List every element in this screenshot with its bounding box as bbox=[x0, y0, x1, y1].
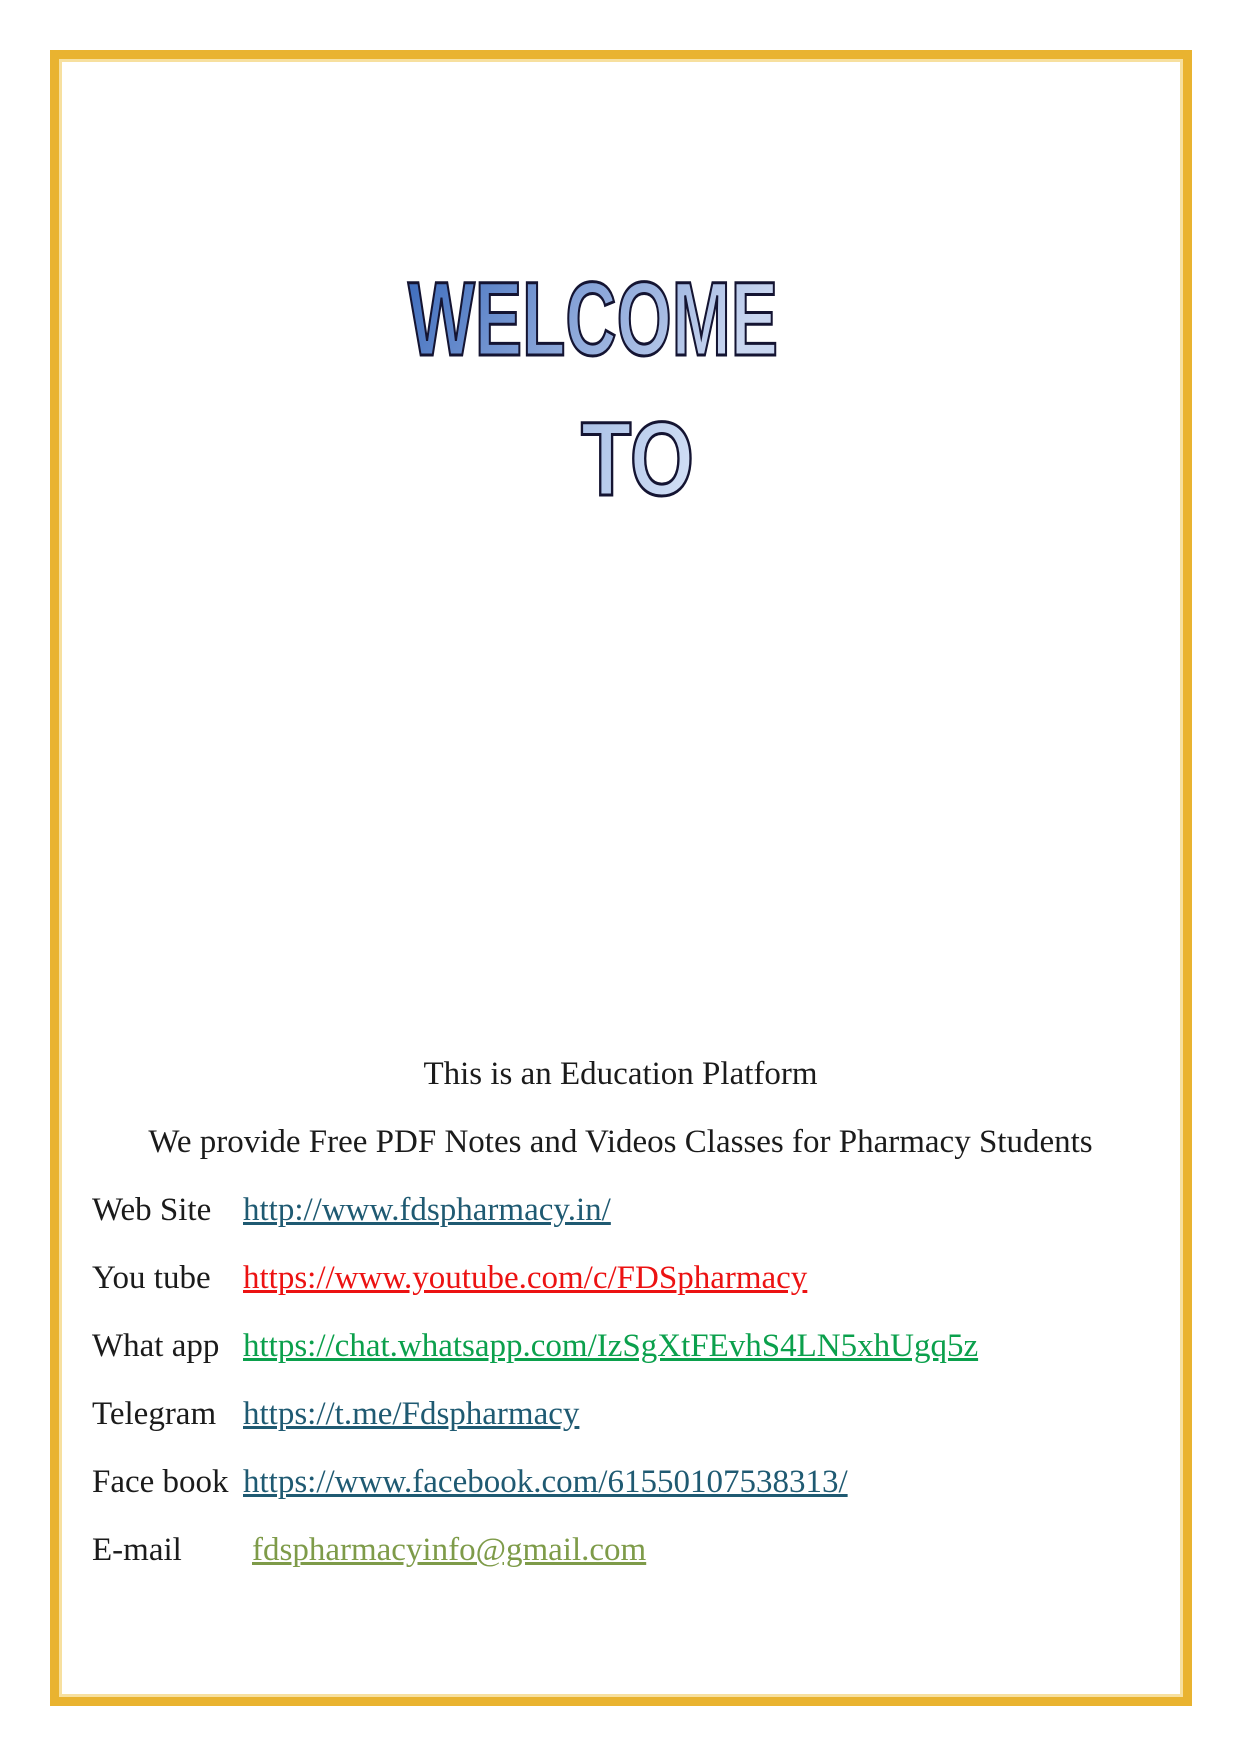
contact-label: E-mail bbox=[92, 1532, 182, 1568]
intro-line-1: This is an Education Platform bbox=[423, 1056, 818, 1092]
contact-label: You tube bbox=[92, 1260, 211, 1296]
contact-link[interactable]: https://www.facebook.com/61550107538313/ bbox=[243, 1464, 848, 1500]
intro-line-2: We provide Free PDF Notes and Videos Classes for Pharmacy Students bbox=[148, 1124, 1093, 1160]
contact-link[interactable]: http://www.fdspharmacy.in/ bbox=[243, 1192, 611, 1228]
wordart-to bbox=[578, 401, 702, 518]
contact-label: What app bbox=[92, 1328, 220, 1364]
contact-link[interactable]: fdspharmacyinfo@gmail.com bbox=[252, 1532, 647, 1568]
contact-row bbox=[0, 1176, 1241, 1244]
contact-label: Telegram bbox=[92, 1396, 217, 1432]
contact-row bbox=[0, 1448, 1241, 1516]
contact-link[interactable]: https://chat.whatsapp.com/IzSgXtFEvhS4LN5xhUgq5z bbox=[243, 1328, 979, 1364]
contact-list bbox=[0, 1176, 1241, 1584]
contact-label: Face book bbox=[92, 1464, 229, 1500]
contact-label: Web Site bbox=[92, 1192, 212, 1228]
wordart-welcome bbox=[406, 261, 786, 378]
contact-row bbox=[0, 1244, 1241, 1312]
contact-link[interactable]: https://t.me/Fdspharmacy bbox=[243, 1396, 580, 1432]
contact-link[interactable]: https://www.youtube.com/c/FDSpharmacy bbox=[243, 1260, 808, 1296]
text-block bbox=[0, 1040, 1241, 1584]
wordart-to-text: TO bbox=[581, 401, 694, 518]
wordart-welcome-text: WELCOME bbox=[408, 261, 778, 378]
contact-row bbox=[0, 1312, 1241, 1380]
contact-row bbox=[0, 1380, 1241, 1448]
contact-row bbox=[0, 1516, 1241, 1584]
